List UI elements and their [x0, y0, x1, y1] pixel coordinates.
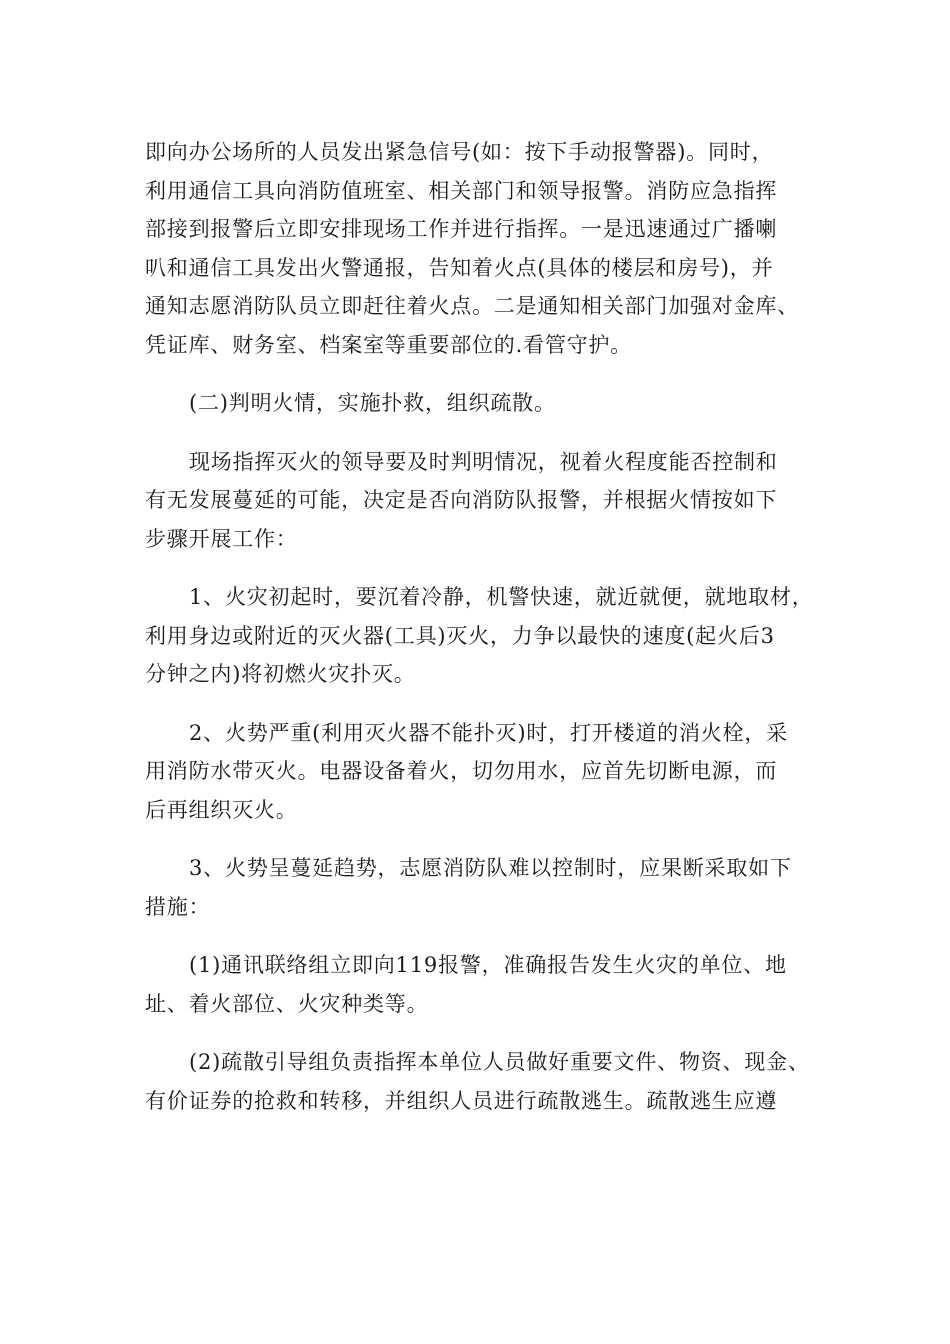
text-line: 址、着火部位、火灾种类等。 [145, 991, 429, 1016]
document-body [145, 133, 815, 1120]
text-line: 后再组织灭火。 [145, 797, 298, 822]
text-line: 即向办公场所的人员发出紧急信号(如：按下手动报警器)。同时， [145, 140, 774, 164]
text-line: 用消防水带灭火。电器设备着火，切勿用水，应首先切断电源，而 [145, 759, 778, 783]
text-line: 现场指挥灭火的领导要及时判明情况，视着火程度能否控制和 [189, 449, 778, 474]
text-line: (2)疏散引导组负责指挥本单位人员做好重要文件、物资、现金、 [189, 1050, 810, 1074]
text-line: 步骤开展工作： [145, 526, 298, 551]
text-line: 凭证库、财务室、档案室等重要部位的.看管守护。 [145, 332, 633, 357]
text-line: 1、火灾初起时，要沉着冷静，机警快速，就近就便，就地取材， [189, 585, 814, 609]
section-heading: (二)判明火情，实施扑救，组织疏散。 [189, 391, 556, 415]
text-line: 措施： [145, 894, 211, 919]
text-line: 3、火势呈蔓延趋势，志愿消防队难以控制时，应果断采取如下 [189, 856, 792, 880]
text-line: 通知志愿消防队员立即赶往着火点。二是通知相关部门加强对金库、 [145, 294, 799, 318]
text-line: (1)通讯联络组立即向119报警，准确报告发生火灾的单位、地 [189, 953, 787, 977]
text-line: 分钟之内)将初燃火灾扑灭。 [145, 662, 416, 686]
text-line: 部接到报警后立即安排现场工作并进行指挥。一是迅速通过广播喇 [145, 217, 778, 241]
text-line: 有无发展蔓延的可能，决定是否向消防队报警，并根据火情按如下 [145, 488, 778, 512]
text-line: 2、火势严重(利用灭火器不能扑灭)时，打开楼道的消火栓，采 [189, 720, 788, 745]
text-line: 有价证券的抢救和转移，并组织人员进行疏散逃生。疏散逃生应遵 [145, 1088, 778, 1113]
text-line: 利用通信工具向消防值班室、相关部门和领导报警。消防应急指挥 [145, 178, 778, 203]
text-line: 叭和通信工具发出火警通报，告知着火点(具体的楼层和房号)，并 [145, 255, 774, 280]
text-line: 利用身边或附近的灭火器(工具)灭火，力争以最快的速度(起火后3 [145, 623, 775, 648]
